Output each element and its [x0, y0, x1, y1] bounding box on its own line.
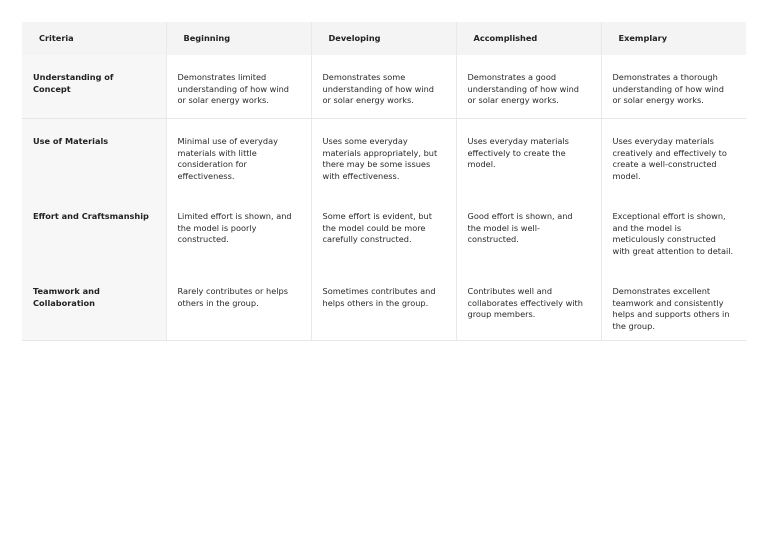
table-row: [22, 194, 746, 269]
header-exemplary: Exemplary: [601, 22, 746, 55]
rubric-table: [22, 22, 746, 341]
header-developing: Developing: [311, 22, 456, 55]
rubric-cell: Minimal use of everyday materials with little consideration for effectiveness.: [166, 119, 311, 195]
rubric-cell: Sometimes contributes and helps others in the group.: [311, 269, 456, 341]
rubric-cell: Demonstrates some understanding of how wind or solar energy works.: [311, 55, 456, 119]
criterion-cell: Use of Materials: [22, 119, 166, 195]
header-criteria: Criteria: [22, 22, 166, 55]
criterion-cell: Teamwork and Collaboration: [22, 269, 166, 341]
rubric-cell: Good effort is shown, and the model is well-constructed.: [456, 194, 601, 269]
rubric-cell: Uses everyday materials creatively and effectively to create a well-constructed model.: [601, 119, 746, 195]
table-row: [22, 55, 746, 119]
rubric-cell: Demonstrates excellent teamwork and consistently helps and supports others in the group.: [601, 269, 746, 341]
table-row: [22, 269, 746, 341]
rubric-cell: Demonstrates a thorough understanding of how wind or solar energy works.: [601, 55, 746, 119]
header-row: [22, 22, 746, 55]
rubric-cell: Demonstrates a good understanding of how wind or solar energy works.: [456, 55, 601, 119]
rubric-cell: Contributes well and collaborates effectively with group members.: [456, 269, 601, 341]
header-accomplished: Accomplished: [456, 22, 601, 55]
rubric-cell: Limited effort is shown, and the model is poorly constructed.: [166, 194, 311, 269]
rubric-cell: Demonstrates limited understanding of how wind or solar energy works.: [166, 55, 311, 119]
rubric-cell: Rarely contributes or helps others in the group.: [166, 269, 311, 341]
criterion-cell: Effort and Craftsmanship: [22, 194, 166, 269]
table-row: [22, 119, 746, 195]
rubric-cell: Uses everyday materials effectively to create the model.: [456, 119, 601, 195]
rubric-cell: Some effort is evident, but the model could be more carefully constructed.: [311, 194, 456, 269]
rubric-cell: Exceptional effort is shown, and the model is meticulously constructed with great attention to detail.: [601, 194, 746, 269]
header-beginning: Beginning: [166, 22, 311, 55]
criterion-cell: Understanding of Concept: [22, 55, 166, 119]
rubric-cell: Uses some everyday materials appropriately, but there may be some issues with effectiveness.: [311, 119, 456, 195]
